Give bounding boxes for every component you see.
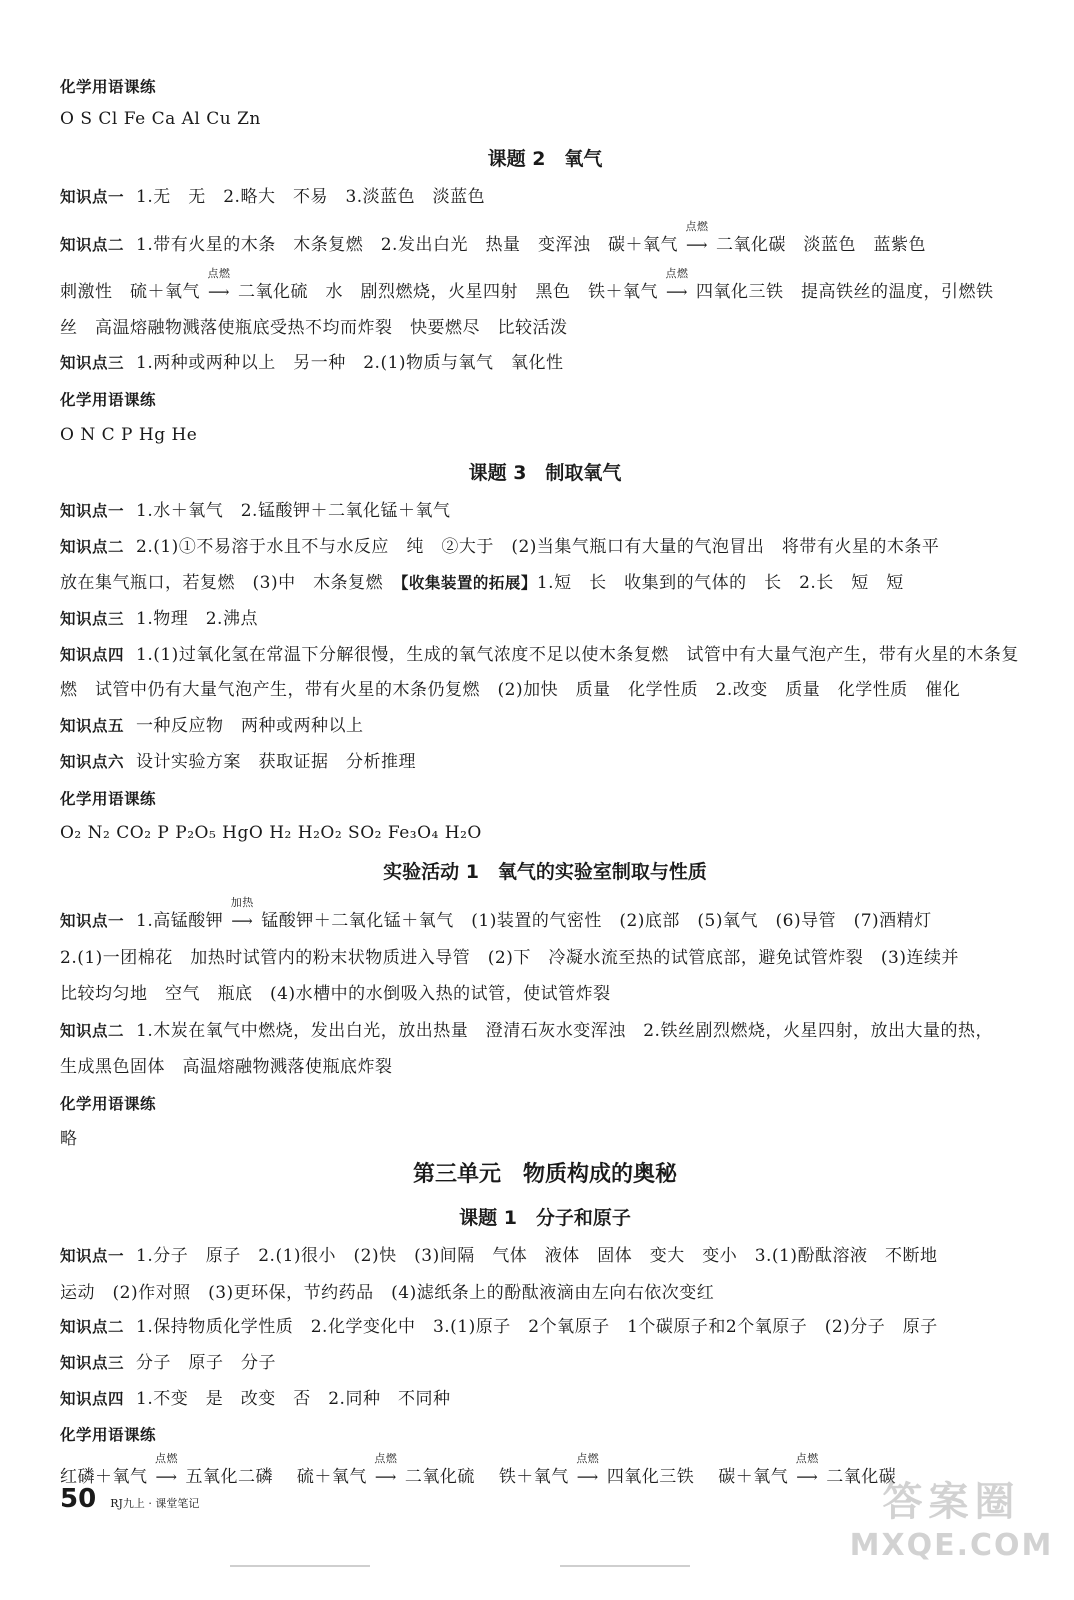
practice-heading: 化学用语课练	[60, 1095, 157, 1113]
bottom-divider	[560, 1565, 690, 1567]
practice-heading: 化学用语课练	[60, 1426, 157, 1444]
knowledge-point	[60, 715, 364, 737]
topic-title: 课题 3 制取氧气	[468, 462, 622, 484]
knowledge-point	[60, 751, 416, 773]
watermark-title: 答案圈	[882, 1479, 1021, 1525]
equation-left: 碳＋氧气	[718, 1467, 789, 1487]
reaction-arrow	[226, 896, 258, 932]
knowledge-label: 知识点四	[60, 646, 125, 664]
knowledge-label: 知识点三	[60, 610, 125, 628]
practice-heading: 化学用语课练	[60, 78, 157, 96]
equation	[296, 1452, 475, 1487]
reaction-condition: 点燃	[795, 1452, 819, 1465]
watermark-logo	[849, 1470, 1054, 1570]
knowledge-point	[60, 1245, 938, 1267]
knowledge-line	[60, 572, 904, 594]
knowledge-point	[60, 1388, 450, 1410]
arrow-icon: ⟶	[685, 236, 708, 254]
reaction-condition: 点燃	[685, 220, 709, 233]
knowledge-text: 2.(1)①不易溶于水且不与水反应 纯 ②大于 (2)当集气瓶口有大量的气泡冒出 将带有火星的木条平	[136, 537, 940, 557]
knowledge-point	[60, 352, 564, 374]
reaction-arrow	[681, 220, 713, 256]
knowledge-point	[60, 896, 932, 932]
knowledge-text: 一种反应物 两种或两种以上	[136, 716, 364, 736]
equation-right: 二氧化硫	[404, 1467, 475, 1487]
reaction-arrow	[370, 1452, 402, 1488]
equation-right: 二氧化碳	[826, 1467, 897, 1487]
knowledge-label: 知识点二	[60, 1318, 125, 1336]
knowledge-label: 知识点一	[60, 1247, 125, 1265]
knowledge-line: 生成黑色固体 高温熔融物溅落使瓶底炸裂	[60, 1057, 393, 1077]
reaction-condition: 加热	[230, 896, 254, 909]
knowledge-label: 知识点六	[60, 753, 125, 771]
practice-text: 略	[60, 1129, 78, 1149]
knowledge-point	[60, 1316, 938, 1338]
knowledge-text: 1.短 长 收集到的气体的 长 2.长 短 短	[536, 573, 904, 593]
knowledge-label: 知识点三	[60, 1354, 125, 1372]
reaction-condition: 点燃	[207, 267, 231, 280]
practice-heading: 化学用语课练	[60, 790, 157, 808]
unit-title: 第三单元 物质构成的奥秘	[412, 1162, 677, 1187]
reaction-condition: 点燃	[576, 1452, 600, 1465]
knowledge-line: 比较均匀地 空气 瓶底 (4)水槽中的水倒吸入热的试管，使试管炸裂	[60, 984, 611, 1004]
knowledge-line: 2.(1)一团棉花 加热时试管内的粉末状物质进入导管 (2)下 冷凝水流至热的试管底部，避免试管炸裂 (3)连续并	[60, 948, 959, 968]
knowledge-point	[60, 1020, 993, 1042]
element-symbols: O N C P Hg He	[60, 425, 198, 445]
reaction-arrow	[572, 1452, 604, 1488]
knowledge-line: 燃 试管中仍有大量气泡产生，带有火星的木条仍复燃 (2)加快 质量 化学性质 2.改变 质量 化学性质 催化	[60, 680, 961, 700]
knowledge-text: 锰酸钾＋二氧化锰＋氧气 (1)装置的气密性 (2)底部 (5)氧气 (6)导管 (7)酒精灯	[261, 911, 932, 931]
bottom-divider	[230, 1565, 370, 1567]
reaction-condition: 点燃	[374, 1452, 398, 1465]
topic-title: 实验活动 1 氧气的实验室制取与性质	[383, 861, 707, 883]
arrow-icon: ⟶	[231, 912, 254, 930]
knowledge-label: 知识点二	[60, 538, 125, 556]
arrow-icon: ⟶	[374, 1468, 397, 1486]
knowledge-label: 知识点二	[60, 1022, 125, 1040]
practice-heading: 化学用语课练	[60, 391, 157, 409]
equation-right: 四氧化三铁	[606, 1467, 695, 1487]
knowledge-text: 1.不变 是 改变 否 2.同种 不同种	[136, 1389, 451, 1409]
reaction-arrow	[791, 1452, 823, 1488]
reaction-condition: 点燃	[155, 1452, 178, 1465]
knowledge-text: 1.(1)过氧化氢在常温下分解很慢，生成的氧气浓度不足以使木条复燃 试管中有大量气泡产生，带有火星的木条复	[136, 645, 1019, 665]
knowledge-text: 1.物理 2.沸点	[136, 609, 258, 629]
reaction-arrow	[203, 267, 235, 303]
knowledge-text: 1.水＋氧气 2.锰酸钾＋二氧化锰＋氧气	[136, 501, 451, 521]
knowledge-text: 1.带有火星的木条 木条复燃 2.发出白光 热量 变浑浊 碳＋氧气	[136, 235, 678, 255]
knowledge-label: 知识点一	[60, 912, 125, 930]
page-footer	[60, 1484, 199, 1514]
equation	[498, 1452, 695, 1487]
knowledge-point	[60, 536, 939, 558]
knowledge-text: 分子 原子 分子	[136, 1353, 277, 1373]
knowledge-text: 1.高锰酸钾	[136, 911, 224, 931]
page-number: 50	[60, 1484, 97, 1514]
knowledge-line: 运动 (2)作对照 (3)更环保，节约药品 (4)滤纸条上的酚酞液滴由左向右依次变红	[60, 1283, 715, 1303]
equation-left: 红磷＋氧气	[60, 1467, 148, 1487]
extension-label: 【收集装置的拓展】	[400, 574, 537, 592]
knowledge-label: 知识点五	[60, 717, 125, 735]
topic-title: 课题 1 分子和原子	[459, 1207, 631, 1229]
knowledge-text: 刺激性 硫＋氧气	[60, 282, 200, 302]
knowledge-point	[60, 608, 258, 630]
knowledge-text: 1.保持物质化学性质 2.化学变化中 3.(1)原子 2个氧原子 1个碳原子和2个氧原子 (2)分子 原子	[136, 1317, 938, 1337]
knowledge-text: 二氧化硫 水 剧烈燃烧，火星四射 黑色 铁＋氧气	[238, 282, 658, 302]
arrow-icon: ⟶	[576, 1468, 599, 1486]
equation-right: 五氧化二磷	[185, 1467, 273, 1487]
knowledge-point	[60, 186, 485, 208]
arrow-icon: ⟶	[796, 1468, 819, 1486]
knowledge-point	[60, 644, 1019, 666]
knowledge-text: 1.两种或两种以上 另一种 2.(1)物质与氧气 氧化性	[136, 353, 564, 373]
knowledge-label: 知识点四	[60, 1390, 125, 1408]
knowledge-label: 知识点二	[60, 236, 125, 254]
knowledge-line	[60, 267, 994, 303]
knowledge-text: 1.无 无 2.略大 不易 3.淡蓝色 淡蓝色	[136, 187, 486, 207]
formula-list: O₂ N₂ CO₂ P P₂O₅ HgO H₂ H₂O₂ SO₂ Fe₃O₄ H₂O	[60, 823, 482, 843]
reaction-condition: 点燃	[665, 267, 689, 280]
knowledge-text: 四氧化三铁 提高铁丝的温度，引燃铁	[696, 282, 994, 302]
knowledge-text: 1.木炭在氧气中燃烧，发出白光，放出热量 澄清石灰水变浑浊 2.铁丝剧烈燃烧，火星四射，放出大量的热，	[136, 1021, 993, 1041]
knowledge-label: 知识点一	[60, 502, 125, 520]
equation-left: 硫＋氧气	[296, 1467, 367, 1487]
knowledge-point	[60, 500, 450, 522]
knowledge-label: 知识点一	[60, 188, 125, 206]
arrow-icon: ⟶	[207, 283, 230, 301]
knowledge-text: 放在集气瓶口，若复燃 (3)中 木条复燃	[60, 573, 401, 593]
knowledge-line: 丝 高温熔融物溅落使瓶底受热不均而炸裂 快要燃尽 比较活泼	[60, 318, 568, 338]
knowledge-text: 二氧化碳 淡蓝色 蓝紫色	[715, 235, 926, 255]
element-symbols: O S Cl Fe Ca Al Cu Zn	[60, 109, 261, 129]
arrow-icon: ⟶	[155, 1468, 178, 1486]
knowledge-text: 设计实验方案 获取证据 分析推理	[136, 752, 417, 772]
watermark-url: MXQE.COM	[849, 1528, 1054, 1563]
knowledge-text: 1.分子 原子 2.(1)很小 (2)快 (3)间隔 气体 液体 固体 变大 变小 3.(1)酚酞溶液 不断地	[136, 1246, 938, 1266]
topic-title: 课题 2 氧气	[487, 148, 603, 170]
reaction-arrow	[661, 267, 693, 303]
arrow-icon: ⟶	[665, 283, 688, 301]
footer-note: RJ九上 · 课堂笔记	[110, 1497, 200, 1510]
knowledge-point	[60, 220, 926, 256]
equation-left: 铁＋氧气	[498, 1467, 569, 1487]
knowledge-point	[60, 1352, 276, 1374]
knowledge-label: 知识点三	[60, 354, 125, 372]
